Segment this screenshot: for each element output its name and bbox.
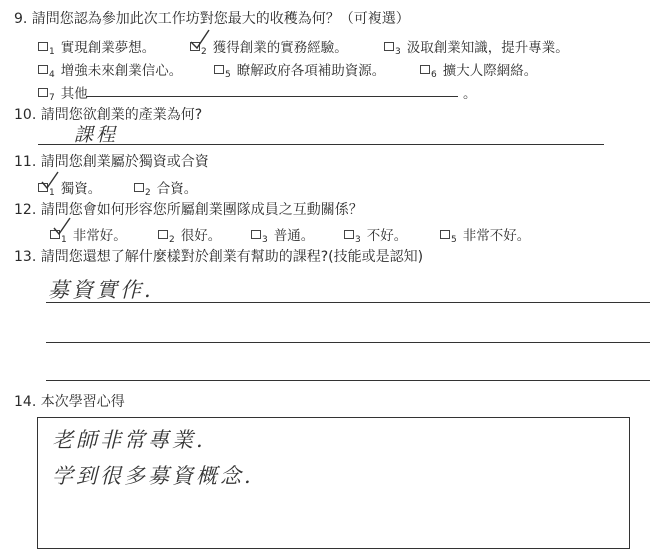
q14-line-2: 学到很多募資概念. bbox=[52, 464, 254, 488]
q13-answer-line[interactable] bbox=[46, 380, 650, 381]
checkbox[interactable] bbox=[214, 65, 224, 74]
q9-option-6[interactable]: $_6$ 擴大人際網絡。 bbox=[420, 59, 537, 80]
q9-option-4[interactable]: $_4$ 增強未來創業信心。 bbox=[38, 59, 182, 80]
q9-other-line[interactable] bbox=[86, 96, 458, 97]
q12-option-5[interactable]: $_5$ 非常不好。 bbox=[440, 224, 530, 245]
checkmark-icon bbox=[52, 216, 72, 238]
checkbox[interactable] bbox=[38, 42, 48, 51]
q11-title: 11. 請問您創業屬於獨資或合資 bbox=[14, 154, 209, 170]
q13-answer-line[interactable] bbox=[46, 342, 650, 343]
q10-answer: 課程 bbox=[74, 124, 119, 146]
q10-answer-line[interactable] bbox=[38, 144, 604, 145]
checkbox[interactable] bbox=[384, 42, 394, 51]
q13-answer-line[interactable] bbox=[46, 302, 650, 303]
checkbox[interactable] bbox=[344, 230, 354, 239]
q11-option-1[interactable]: $_1$ 獨資。 bbox=[38, 177, 101, 198]
q9-title: 9. 請問您認為參加此次工作坊對您最大的收穫為何？（可複選） bbox=[14, 11, 410, 27]
checkbox[interactable] bbox=[38, 65, 48, 74]
checkmark-icon bbox=[40, 170, 60, 192]
q13-answer: 募資實作. bbox=[48, 278, 154, 302]
checkbox[interactable] bbox=[251, 230, 261, 239]
q9-option-5[interactable]: $_5$ 瞭解政府各項補助資源。 bbox=[214, 59, 385, 80]
q12-option-1[interactable]: $_1$ 非常好。 bbox=[50, 224, 127, 245]
q12-option-2[interactable]: $_2$ 很好。 bbox=[158, 224, 221, 245]
q12-option-4[interactable]: $_3$ 不好。 bbox=[344, 224, 407, 245]
q14-line-1: 老師非常專業. bbox=[52, 428, 206, 452]
q10-title: 10. 請問您欲創業的產業為何? bbox=[14, 107, 203, 123]
q9-option-7[interactable]: $_7$ 其他 bbox=[38, 82, 88, 103]
checkbox[interactable] bbox=[158, 230, 168, 239]
q9-option-1[interactable]: $_1$ 實現創業夢想。 bbox=[38, 36, 155, 57]
q14-title: 14. 本次學習心得 bbox=[14, 394, 125, 410]
q11-option-2[interactable]: $_2$ 合資。 bbox=[134, 177, 197, 198]
q9-other-end: 。 bbox=[463, 86, 477, 102]
checkbox[interactable] bbox=[440, 230, 450, 239]
checkmark-icon bbox=[189, 28, 211, 52]
q13-title: 13. 請問您還想了解什麼樣對於創業有幫助的課程?(技能或是認知) bbox=[14, 249, 424, 265]
checkbox[interactable] bbox=[134, 183, 144, 192]
q9-option-2[interactable]: $_2$ 獲得創業的實務經驗。 bbox=[190, 36, 348, 57]
q9-option-3[interactable]: $_3$ 汲取創業知識，提升專業。 bbox=[384, 36, 569, 57]
checkbox[interactable] bbox=[420, 65, 430, 74]
q12-title: 12. 請問您會如何形容您所屬創業團隊成員之互動關係？ bbox=[14, 202, 363, 218]
checkbox[interactable] bbox=[38, 88, 48, 97]
q12-option-3[interactable]: $_3$ 普通。 bbox=[251, 224, 314, 245]
